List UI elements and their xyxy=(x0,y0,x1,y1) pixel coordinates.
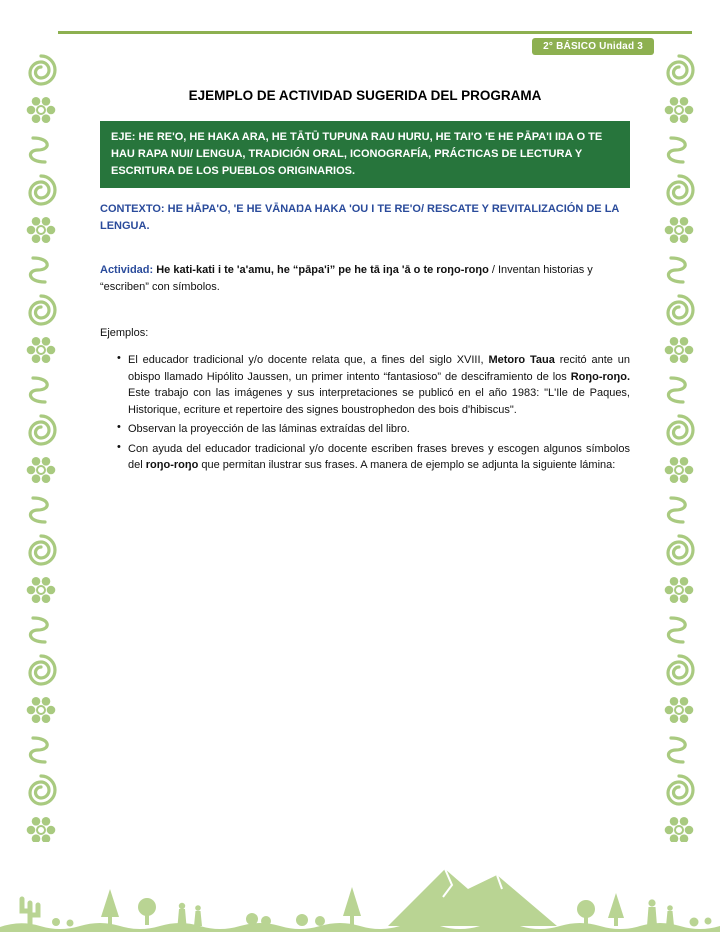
hook-ornament-icon xyxy=(23,372,59,408)
person-icon xyxy=(666,905,674,926)
flower-ornament-icon xyxy=(661,572,697,608)
pine-tree-icon xyxy=(101,889,119,926)
koru-spiral-icon xyxy=(661,172,697,208)
flower-ornament-icon xyxy=(23,332,59,368)
hook-ornament-icon xyxy=(661,732,697,768)
person-icon xyxy=(647,899,657,926)
cactus-icon xyxy=(22,899,38,925)
hook-ornament-icon xyxy=(661,132,697,168)
flower-ornament-icon xyxy=(23,212,59,248)
pine-tree-icon xyxy=(608,893,624,926)
koru-spiral-icon xyxy=(661,412,697,448)
eje-banner: EJE: HE RE'O, HE HAKA ARA, HE TĀTŪ TUPUNA RAU HURU, HE TAI'O 'E HE PĀPA'I IŊA O TE HAU RAPA NUI/ LENGUA, TRADICIÓN ORAL, ICONOGRAFÍA, PRÁCTICAS DE LECTURA Y ESCRITURA DE LOS PUEBLOS ORIGINARIOS. xyxy=(100,121,630,188)
bullet-text: Con ayuda del educador tradicional y/o docente escriben frases breves y escogen algunos símbolos del roŋo-roŋo que permitan ilustrar sus frases. A manera de ejemplo se adjunta la siguiente lámina: xyxy=(128,442,630,472)
hook-ornament-icon xyxy=(23,252,59,288)
unit-badge: 2° BÁSICO Unidad 3 xyxy=(532,38,654,55)
pine-tree-icon xyxy=(343,887,361,926)
contexto-text: CONTEXTO: HE HĀPA'O, 'E HE VĀNAŊA HAKA 'OU I TE RE'O/ RESCATE Y REVITALIZACIÓN DE LA LENGUA. xyxy=(100,203,619,233)
page-title: EJEMPLO DE ACTIVIDAD SUGERIDA DEL PROGRAMA xyxy=(188,88,542,103)
bullet-marker: • xyxy=(117,440,121,453)
person-icon xyxy=(194,905,202,926)
hook-ornament-icon xyxy=(661,492,697,528)
bullet-item xyxy=(100,441,630,474)
bullet-text: Observan la proyección de las láminas extraídas del libro. xyxy=(128,423,410,436)
flower-ornament-icon xyxy=(661,212,697,248)
koru-spiral-icon xyxy=(23,532,59,568)
hook-ornament-icon xyxy=(661,612,697,648)
koru-spiral-icon xyxy=(661,52,697,88)
bullet-item xyxy=(100,421,630,438)
flower-ornament-icon xyxy=(661,92,697,128)
left-border-ornament xyxy=(22,52,60,842)
flower-ornament-icon xyxy=(23,692,59,728)
round-tree-icon xyxy=(138,898,156,925)
hook-ornament-icon xyxy=(23,732,59,768)
koru-spiral-icon xyxy=(23,652,59,688)
hook-ornament-icon xyxy=(661,372,697,408)
koru-spiral-icon xyxy=(23,412,59,448)
flower-ornament-icon xyxy=(23,572,59,608)
hook-ornament-icon xyxy=(23,612,59,648)
koru-spiral-icon xyxy=(23,292,59,328)
bullet-text: El educador tradicional y/o docente relata que, a fines del siglo XVIII, Metoro Taua recitó ante un obispo llamado Hipólito Jaussen, un primer intento “fantasioso” de desciframiento de los Roŋo-roŋo. Este trabajo con las imágenes y sus interpretaciones se publicó en el año 1983: "L'Ile de Paques, Historique, ecriture et repertoire des signes boustrophedon des bois d'hibiscus". xyxy=(128,354,630,416)
bullet-list xyxy=(100,352,630,474)
flower-ornament-icon xyxy=(661,812,697,842)
actividad-paragraph: Actividad: He kati-kati i te 'a'amu, he “pāpa'i” pe he tā iŋa 'ā o te roŋo-roŋo / Inventan historias y “escriben” con símbolos. xyxy=(100,264,593,293)
hook-ornament-icon xyxy=(661,252,697,288)
hook-ornament-icon xyxy=(23,492,59,528)
koru-spiral-icon xyxy=(661,652,697,688)
header-rule xyxy=(58,31,692,34)
koru-spiral-icon xyxy=(23,52,59,88)
footer-landscape-art xyxy=(0,847,720,932)
page-content xyxy=(100,88,630,477)
flower-ornament-icon xyxy=(23,812,59,842)
koru-spiral-icon xyxy=(661,772,697,808)
koru-spiral-icon xyxy=(23,172,59,208)
bullet-marker: • xyxy=(117,421,121,434)
flower-ornament-icon xyxy=(661,332,697,368)
flower-ornament-icon xyxy=(661,452,697,488)
flower-ornament-icon xyxy=(661,692,697,728)
ejemplos-label: Ejemplos: xyxy=(100,327,149,340)
koru-spiral-icon xyxy=(661,292,697,328)
hook-ornament-icon xyxy=(23,132,59,168)
person-icon xyxy=(178,903,187,926)
bullet-marker: • xyxy=(117,352,121,365)
koru-spiral-icon xyxy=(661,532,697,568)
koru-spiral-icon xyxy=(23,772,59,808)
bullet-item xyxy=(100,352,630,418)
flower-ornament-icon xyxy=(23,452,59,488)
flower-ornament-icon xyxy=(23,92,59,128)
mountain-icon xyxy=(388,869,557,926)
round-tree-icon xyxy=(577,900,595,926)
right-border-ornament xyxy=(660,52,698,842)
